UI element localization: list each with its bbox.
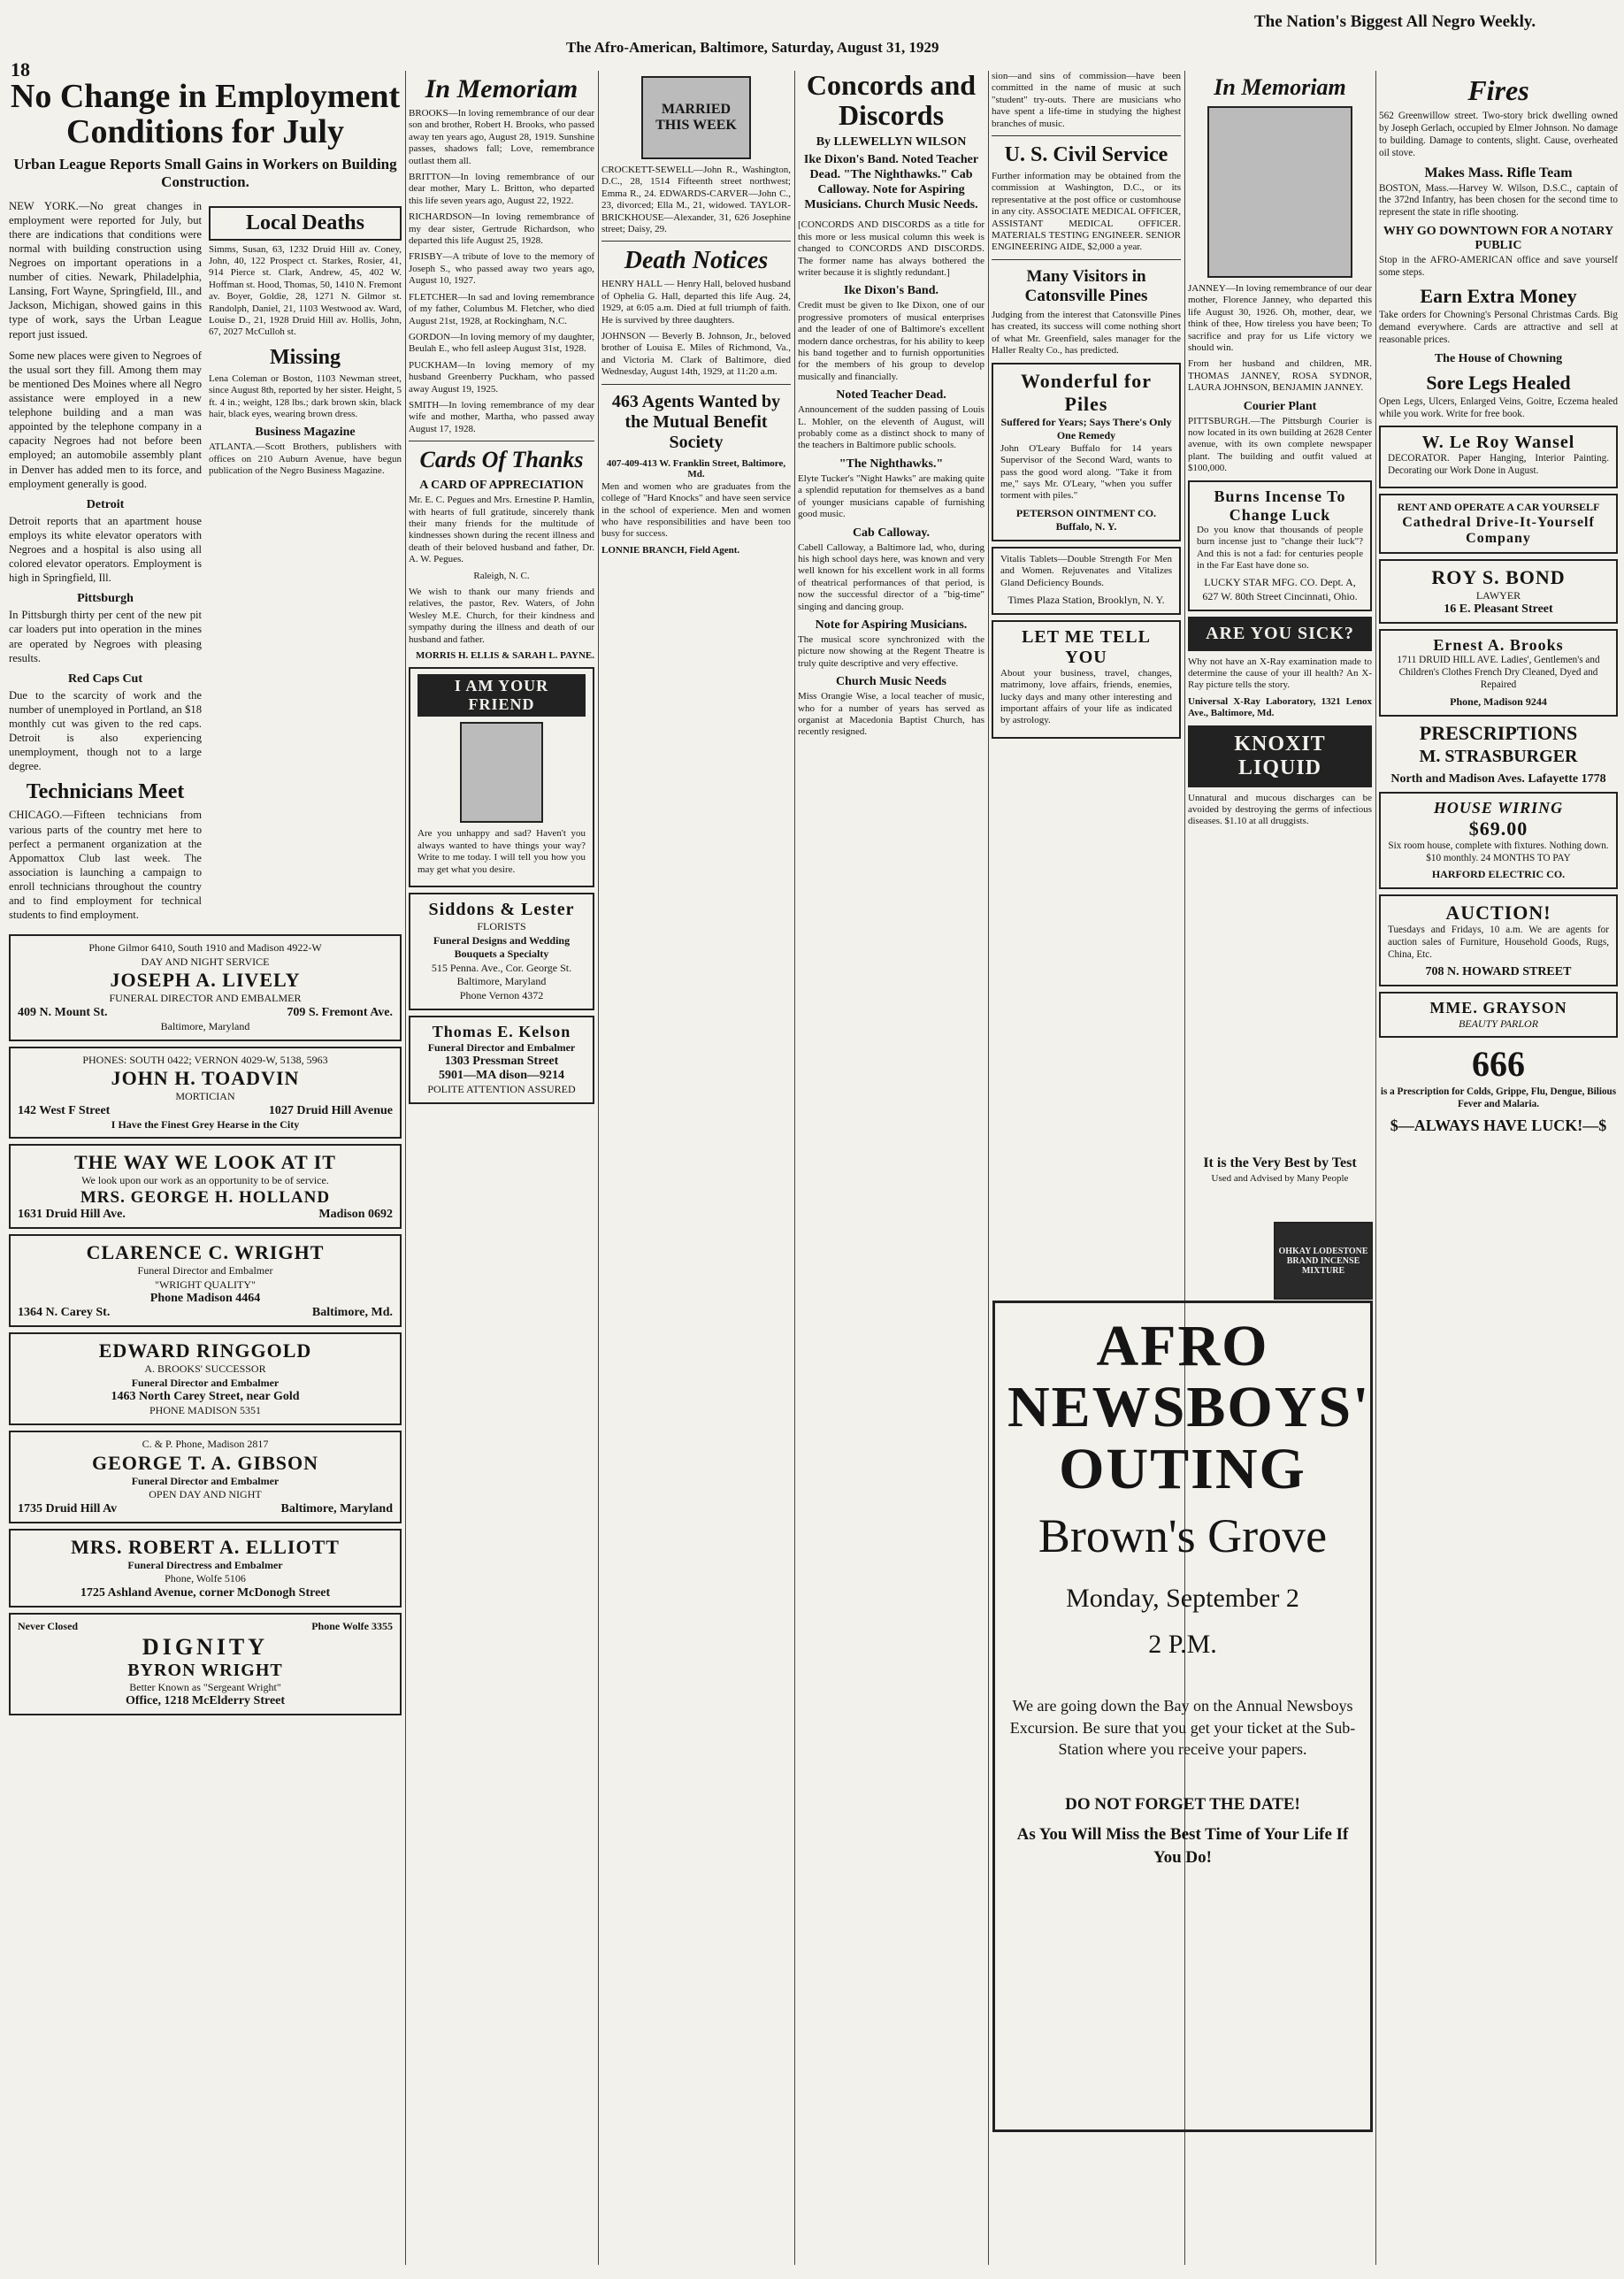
- story-paragraph: CHICAGO.—Fifteen technicians from various parts of the country met here to perfect a permanent organization at the Appomattox Club last week. The association is launching a campaign to enroll technicians throughout the country and to find employment for technical students to find employment.: [9, 809, 202, 922]
- cards-place: Raleigh, N. C.: [473, 570, 530, 581]
- memoriam-entry: FRISBY—A tribute of love to the memory of Joseph S., who passed away two years ago, August 10, 1927.: [409, 251, 594, 287]
- portrait-image: [460, 722, 543, 823]
- story-paragraph: Detroit reports that an apartment house employs its white elevator operators with Negroes and a hospital is also using all colored elevator operators. Employment is high in Springfield, Ill.: [9, 514, 202, 585]
- ad-auction: AUCTION! Tuesdays and Fridays, 10 a.m. We are agents for auction sales of Furniture, Household Goods, Rugs, China, Etc. 708 N. HOWARD STREET: [1379, 894, 1618, 986]
- ad-incense: Burns Incense To Change Luck Do you know that thousands of people burn incense just to "change their luck"? And this is not a fad: for centuries people in the Far East have done so. LUCKY STAR MFG. CO. Dept. A, 627 W. 80th Street Cincinnati, Ohio.: [1188, 480, 1372, 611]
- column-5: sion—and sins of commission—have been committed in the name of music at such "student" try-outs. There are musicians who have spent a life-time in studying the highest branches of music. U. S. Civil Service Further information may be obtained from the commission at Washington, D.C., or its representative at the post office or customhouse in any city. ASSOCIATE MEDICAL OFFICER, ASSISTANT MEDICAL OFFICER. MATERIALS TESTING ENGINEER. SENIOR ENGINEERING AIDE, $2,000 a year. Many Visitors in Catonsville Pines Judging from the interest that Catonsville Pines has created, its success will come nothing short of what Mr. Greenfield, sales manager for the Haller Realty Co., has predicted. Wonderful for Piles Suffered for Years; Says There's Only One Remedy John O'Leary Buffalo for 14 years Supervisor of the Second Ward, wants to pass the good word along. "Take it from me," says Mr. O'Leary, "when you suffer torment with piles." PETERSON OINTMENT CO. Buffalo, N. Y. Vitalis Tablets—Double Strength For Men and Women. Rejuvenates and Vitalizes Gland Deficiency Bounds. Times Plaza Station, Brooklyn, N. Y. LET ME TELL YOU About your business, travel, changes, matrimony, love affairs, friends, enemies, lucky days and many other interesting and important affairs of your life as indicated by astrology.: [992, 71, 1181, 1292]
- lead-subhead: Urban League Reports Small Gains in Workers on Building Construction.: [13, 155, 397, 191]
- lead-story: [9, 199, 202, 930]
- ad-letme: LET ME TELL YOU About your business, travel, changes, matrimony, love affairs, friends, enemies, lucky days and many other interesting and important affairs of your life as indicated by astrology.: [992, 620, 1181, 739]
- agents-text: Men and women who are graduates from the college of "Hard Knocks" and have seen service in the school of experience. Men and women who have responsibilities and have been too busy for success.: [601, 480, 791, 540]
- ad-elliott: MRS. ROBERT A. ELLIOTT Funeral Directress and Embalmer Phone, Wolfe 5106 1725 Ashland Avenue, corner McDonogh Street: [9, 1529, 402, 1608]
- memoriam-head-2: In Memoriam: [1214, 74, 1346, 100]
- civil-service-head: U. S. Civil Service: [1004, 143, 1168, 167]
- cards-sign: MORRIS H. ELLIS & SARAH L. PAYNE.: [415, 650, 594, 662]
- section-head: Technicians Meet: [26, 780, 185, 804]
- lead-story-columns: [9, 199, 402, 930]
- afro-place: Brown's Grove: [1038, 1508, 1328, 1562]
- married-this-week-logo: MARRIED THIS WEEK: [641, 76, 751, 159]
- business-text: ATLANTA.—Scott Brothers, publishers with offices on 210 Auburn Avenue, have begun publication of the Negro Business Magazine.: [209, 441, 402, 477]
- column-3: [601, 71, 791, 561]
- memoriam-entry: BROOKS—In loving remembrance of our dear son and brother, Robert H. Brooks, who passed away ten years ago, August 28, 1919. Sunshine passes, shadows fall; Love, remembrance outlast them all.: [409, 108, 594, 166]
- ad-kelson: Thomas E. Kelson Funeral Director and Embalmer 1303 Pressman Street 5901—MA dison—9214 POLITE ATTENTION ASSURED: [409, 1016, 594, 1104]
- afro-title: AFRO: [1096, 1314, 1269, 1378]
- page-number: 18: [11, 58, 30, 81]
- story-subhead: Detroit: [86, 497, 125, 511]
- local-deaths-list: Simms, Susan, 63, 1232 Druid Hill av. Coney, John, 40, 122 Prospect ct. Starkes, Rosier, 41, 914 Pierce st. Clark, Andrew, 45, 402 W. Hoffman st. Hood, Thomas, 50, 1410 N. Fremont av. Boyer, Goldie, 28, 1271 N. Gilmor st. Randolph, Daniel, 21, 1103 Westwood av. Ward, Louise D., 21, 1928 Druid Hill av. Hollis, John, 67, 2027 McCulloh st.: [209, 243, 402, 338]
- ad-holland: THE WAY WE LOOK AT IT We look upon our work as an opportunity to be of service. MRS. GEORGE H. HOLLAND 1631 Druid Hill Ave. Madison 0692: [9, 1144, 402, 1229]
- fires-head: Fires: [1467, 74, 1529, 106]
- masthead-center: The Afro-American, Baltimore, Saturday, August 31, 1929: [566, 39, 939, 56]
- column-2: [409, 71, 594, 1109]
- concords-subhead: Ike Dixon's Band. Noted Teacher Dead. "The Nighthawks." Cab Calloway. Note for Aspiring Musicians. Church Music Needs.: [803, 153, 979, 211]
- portrait-image: [1207, 106, 1352, 278]
- column-rule: [988, 71, 989, 2265]
- ad-lively: Phone Gilmor 6410, South 1910 and Madison 4922-W DAY AND NIGHT SERVICE JOSEPH A. LIVELY FUNERAL DIRECTOR AND EMBALMER 409 N. Mount St. 709 S. Fremont Ave. Baltimore, Maryland: [9, 934, 402, 1040]
- death-notice: HENRY HALL — Henry Hall, beloved husband of Ophelia G. Hall, departed this life Aug. 24, 1929, at 6:05 a.m. Died at full triumph of faith. He is survived by three daughters.: [601, 279, 791, 326]
- agents-sign: LONNIE BRANCH, Field Agent.: [601, 544, 740, 556]
- story-subhead: Pittsburgh: [77, 592, 134, 606]
- cards-text: We wish to thank our many friends and relatives, the pastor, Rev. Waters, of John Wesley M.E. Church, for their kindness and sympathy during the illness and death of our husband and father.: [409, 587, 594, 645]
- memoriam-entry: FLETCHER—In sad and loving remembrance of my father, Columbus M. Fletcher, who died August 21st, 1928, at Rockingham, N.C.: [409, 291, 594, 326]
- ad-dignity: Never Closed Phone Wolfe 3355 DIGNITY BYRON WRIGHT Better Known as "Sergeant Wright" Office, 1218 McElderry Street: [9, 1613, 402, 1715]
- memoriam-entry: GORDON—In loving memory of my daughter, Beulah E., who fell asleep August 31st, 1928.: [409, 331, 594, 355]
- column-1: [9, 80, 402, 1721]
- ad-ringgold: EDWARD RINGGOLD A. BROOKS' SUCCESSOR Funeral Director and Embalmer 1463 North Carey Street, near Gold PHONE MADISON 5351: [9, 1332, 402, 1425]
- afro-title: NEWSBOYS': [1007, 1375, 1371, 1440]
- memoriam-entry: BRITTON—In loving remembrance of our dear mother, Mary L. Britton, who departed this life seven years ago, August 22, 1922.: [409, 172, 594, 206]
- local-deaths-head: Local Deaths: [209, 206, 402, 241]
- story-subhead: Red Caps Cut: [67, 671, 142, 686]
- concords-text: [CONCORDS AND DISCORDS as a title for this more or less musical column this week is changed to CONCORDS AND DISCORDS. The former name has always bothered the writer because it is slightly redundant.]: [798, 219, 984, 278]
- afro-forget: DO NOT FORGET THE DATE!: [1065, 1795, 1300, 1815]
- agents-addr: 407-409-413 W. Franklin Street, Baltimore, Md.: [606, 457, 786, 480]
- cards-text: Mr. E. C. Pegues and Mrs. Ernestine P. Hamlin, with hearts of full gratitude, sincerely thank their many friends for the multitude of kindnesses shown during the recent illness and death of their beloved husband and father, Dr. A. W. Pegues.: [409, 495, 594, 565]
- story-paragraph: NEW YORK.—No great changes in employment were reported for July, but there are indications that conditions were normal with building construction using Negroes on important operations in a number of cities. Newark, Philadelphia, Lansing, Fort Wayne, Springfield, Ill., and Jackson, Michigan, showed gains in this type of work, says the Urban League report just issued.: [9, 199, 202, 341]
- column-rule: [405, 71, 406, 2265]
- masthead: [0, 0, 1624, 81]
- death-notices-head: Death Notices: [624, 247, 769, 275]
- local-deaths-column: [209, 199, 402, 930]
- visitors-head: Many Visitors in Catonsville Pines: [1024, 266, 1148, 305]
- story-paragraph: Due to the scarcity of work and the number of unemployed in Portland, an $18 monthly cut was given to the red caps. Detroit is also experiencing unemployment, though not to a large degree.: [9, 688, 202, 773]
- ad-wright: CLARENCE C. WRIGHT Funeral Director and Embalmer "WRIGHT QUALITY" Phone Madison 4464 1364 N. Carey St. Baltimore, Md.: [9, 1234, 402, 1327]
- cards-sub: A CARD OF APPRECIATION: [419, 479, 584, 493]
- memoriam-entry: RICHARDSON—In loving remembrance of my dear sister, Gertrude Richardson, who departed this life August 25, 1928.: [409, 211, 594, 247]
- agents-head: 463 Agents Wanted by the Mutual Benefit Society: [611, 391, 781, 452]
- concords-head: Concords and Discords: [806, 71, 977, 131]
- missing-text: Lena Coleman or Boston, 1103 Newman street, since August 8th, reported by her sister. Height, 5 ft. 4 in.; weight, 128 lbs.; dark brown skin, black hair, black eyes, wearing brown dress.: [209, 372, 402, 420]
- ad-vitalis: Vitalis Tablets—Double Strength For Men and Women. Rejuvenates and Vitalizes Gland Deficiency Bounds. Times Plaza Station, Brooklyn, N. Y.: [992, 547, 1181, 615]
- afro-title: OUTING: [1059, 1436, 1306, 1501]
- lead-headline: No Change in Employment Conditions for July: [10, 80, 401, 150]
- afro-desc: We are going down the Bay on the Annual Newsboys Excursion. Be sure that you get your ticket at the Sub-Station where you receive your papers.: [1009, 1697, 1356, 1758]
- afro-time: 2 P.M.: [1148, 1630, 1217, 1660]
- column-4: Concords and Discords By LLEWELLYN WILSON Ike Dixon's Band. Noted Teacher Dead. "The Nighthawks." Cab Calloway. Note for Aspiring Musicians. Church Music Needs. [CONCORDS AND DISCORDS as a title for this more or less musical column this week is changed to CONCORDS AND DISCORDS. The former name has always bothered the writer because it is slightly redundant.] Ike Dixon's Band. Credit must be given to Ike Dixon, one of our progressive promoters of musical enterprises and the leader of one of Baltimore's excellent modern dance orchestras, for his ability to keep his band together and to furnish opportunities for the members of his group to develop musically and financially. Noted Teacher Dead. Announcement of the sudden passing of Louis L. Mohler, on the eleventh of August, will probably come as a distinct shock to many of the teachers in Baltimore public schools. "The Nighthawks." Elyte Tucker's "Night Hawks" are making quite a splendid reputation for themselves as a band of younger musicians capable of furnishing good music. Cab Calloway. Cabell Calloway, a Baltimore lad, who, during his high school days here, was known and very well known for his excellent work in all forms of theatrical performances of that period, is now the successful director of a "big-time" singing and dancing group. Note for Aspiring Musicians. The musical score synchronized with the picture now showing at the Regent Theatre is truly quite descriptive and very effective. Church Music Needs Miss Orangie Wise, a local teacher of music, who for a number of years has served as organist at Macedonia Baptist Church, has recently resigned.: [798, 71, 984, 738]
- missing-head: Missing: [269, 345, 341, 369]
- ad-brooks: Ernest A. Brooks 1711 DRUID HILL AVE. Ladies', Gentlemen's and Children's Clothes French Dry Cleaned, Dyed and Repaired Phone, Madison 9244: [1379, 629, 1618, 716]
- afro-newsboys-ad: [992, 1301, 1373, 2132]
- cards-head: Cards Of Thanks: [419, 447, 584, 473]
- story-paragraph: In Pittsburgh thirty per cent of the new pit car loaders put into operation in the mines are operated by Negroes with pleasing results.: [9, 609, 202, 664]
- best-by-test-ad: It is the Very Best by Test Used and Advised by Many People: [1203, 1155, 1357, 1184]
- ad-siddons: Siddons & Lester FLORISTS Funeral Designs and Wedding Bouquets a Specialty 515 Penna. Ave., Cor. George St. Baltimore, Maryland Phone Vernon 4372: [409, 893, 594, 1010]
- ohkay-incense-label: OHKAY LODESTONE BRAND INCENSE MIXTURE: [1274, 1222, 1373, 1300]
- ad-toadvin: PHONES: SOUTH 0422; VERNON 4029-W, 5138, 5963 JOHN H. TOADVIN MORTICIAN 142 West F Street 1027 Druid Hill Avenue I Have the Finest Grey Hearse in the City: [9, 1047, 402, 1140]
- ad-sick: ARE YOU SICK?: [1188, 617, 1372, 651]
- ad-wansel: W. Le Roy Wansel DECORATOR. Paper Hanging, Interior Painting. Decorating our Work Done in August.: [1379, 426, 1618, 488]
- column-6: In Memoriam JANNEY—In loving remembrance of our dear mother, Florence Janney, who departed this life August 30, 1926. Oh, mother, dear, we think of thee, How tireless you have been; To sacrifice and pray for us Life victory we should win. From her husband and children, MR. THOMAS JANNEY, ROSA SYDNOR, LAURA JOHNSON, BENJAMIN JANNEY. Courier Plant PITTSBURGH.—The Pittsburgh Courier is now located in its own building at 2628 Center avenue, with its own complete newspaper plant. The building and outfit valued at $100,000. Burns Incense To Change Luck Do you know that thousands of people burn incense just to "change their luck"? And this is not a fad: for centuries people in the Far East have done so. LUCKY STAR MFG. CO. Dept. A, 627 W. 80th Street Cincinnati, Ohio. ARE YOU SICK? Why not have an X-Ray examination made to determine the cause of your ill health? An X-Ray picture tells the story. Universal X-Ray Laboratory, 1321 Lenox Ave., Baltimore, Md. KNOXIT LIQUID Unnatural and mucous discharges can be avoided by destroying the germs of infectious diseases. $1.10 at all druggists.: [1188, 74, 1372, 827]
- concords-byline: By LLEWELLYN WILSON: [816, 135, 967, 150]
- ad-friend: I AM YOUR FRIEND Are you unhappy and sad? Haven't you always wanted to have things your way? Write to me today. I will tell you how you may get what you desire.: [409, 667, 594, 887]
- ad-bond: ROY S. BOND LAWYER 16 E. Pleasant Street: [1379, 559, 1618, 625]
- memoriam-entry: SMITH—In loving remembrance of my dear wife and mother, Martha, who passed away August 17, 1928.: [409, 399, 594, 434]
- column-rule: [1375, 71, 1376, 2265]
- married-list: CROCKETT-SEWELL—John R., Washington, D.C., 28, 1514 Fifteenth street northwest; Emma R., 24. EDWARDS-CARVER—John C., 23, divorced; Ella M., 21, widowed. TAYLOR-BRICKHOUSE—Alexander, 31, 626 Josephine street; Daisy, 29.: [601, 165, 791, 235]
- ad-knoxit: KNOXIT LIQUID: [1188, 725, 1372, 787]
- ad-cathedral: RENT AND OPERATE A CAR YOURSELF Cathedral Drive-It-Yourself Company: [1379, 494, 1618, 554]
- death-notice: JOHNSON — Beverly B. Johnson, Jr., beloved brother of Louisa E. Miles of Richmond, Va., and Victoria M. Clark of Baltimore, died Wednesday, August 14th, 1929, at 11:20 a.m.: [601, 331, 791, 378]
- column-7: Fires 562 Greenwillow street. Two-story brick dwelling owned by Joseph Gerlach, occupied by Elmer Johnson. No damage to building. Damage to contents, slight. Cause, overheated oil stove. Makes Mass. Rifle Team BOSTON, Mass.—Harvey W. Wilson, D.S.C., captain of the 372nd Infantry, has been chosen for the second time to represent the state in rifle shooting. WHY GO DOWNTOWN FOR A NOTARY PUBLIC Stop in the AFRO-AMERICAN office and save yourself some steps. Earn Extra Money Take orders for Chowning's Personal Christmas Cards. Big demand everywhere. Cards are attractive and sell at reasonable prices. The House of Chowning Sore Legs Healed Open Legs, Ulcers, Enlarged Veins, Goitre, Eczema healed while you work. Write for free book. W. Le Roy Wansel DECORATOR. Paper Hanging, Interior Painting. Decorating our Work Done in August. RENT AND OPERATE A CAR YOURSELF Cathedral Drive-It-Yourself Company ROY S. BOND LAWYER 16 E. Pleasant Street Ernest A. Brooks 1711 DRUID HILL AVE. Ladies', Gentlemen's and Children's Clothes French Dry Cleaned, Dyed and Repaired Phone, Madison 9244 PRESCRIPTIONS M. STRASBURGER North and Madison Aves. Lafayette 1778 HOUSE WIRING $69.00 Six room house, complete with fixtures. Nothing down. $10 monthly. 24 MONTHS TO PAY HARFORD ELECTRIC CO. AUCTION! Tuesdays and Fridays, 10 a.m. We are agents for auction sales of Furniture, Household Goods, Rugs, China, Etc. 708 N. HOWARD STREET MME. GRAYSON BEAUTY PARLOR 666 is a Prescription for Colds, Grippe, Flu, Dengue, Bilious Fever and Malaria. $—ALWAYS HAVE LUCK!—$: [1379, 74, 1618, 1135]
- column-rule: [598, 71, 599, 2265]
- memoriam-entry: PUCKHAM—In loving memory of my husband Greenberry Puckham, who passed away August 19, 1925.: [409, 359, 594, 395]
- memoriam-head: In Memoriam: [425, 74, 578, 104]
- ad-gibson: C. & P. Phone, Madison 2817 GEORGE T. A. GIBSON Funeral Director and Embalmer OPEN DAY AND NIGHT 1735 Druid Hill Av Baltimore, Maryland: [9, 1431, 402, 1523]
- afro-miss: As You Will Miss the Best Time of Your Life If You Do!: [1016, 1825, 1349, 1867]
- column-rule: [794, 71, 795, 2265]
- masthead-right: The Nation's Biggest All Negro Weekly.: [1254, 12, 1536, 31]
- ad-grayson: MME. GRAYSON BEAUTY PARLOR: [1379, 992, 1618, 1039]
- ad-piles: Wonderful for Piles Suffered for Years; Says There's Only One Remedy John O'Leary Buffalo for 14 years Supervisor of the Second Ward, wants to pass the good word along. "Take it from me," says Mr. O'Leary, "when you suffer torment with piles." PETERSON OINTMENT CO. Buffalo, N. Y.: [992, 363, 1181, 541]
- afro-date: Monday, September 2: [1066, 1584, 1299, 1614]
- business-head: Business Magazine: [255, 426, 356, 440]
- story-paragraph: Some new places were given to Negroes of the usual sort they fill. Among them may be mentioned Des Moines where all Negro assistance were employed in a new telephone building and a man was appointed by the telephone company in a capacity Negroes had not before been employed; an automobile assembly plant in Denver has added men to its force, and employment generally is good.: [9, 349, 202, 490]
- ad-wiring: HOUSE WIRING $69.00 Six room house, complete with fixtures. Nothing down. $10 monthly. 24 MONTHS TO PAY HARFORD ELECTRIC CO.: [1379, 792, 1618, 889]
